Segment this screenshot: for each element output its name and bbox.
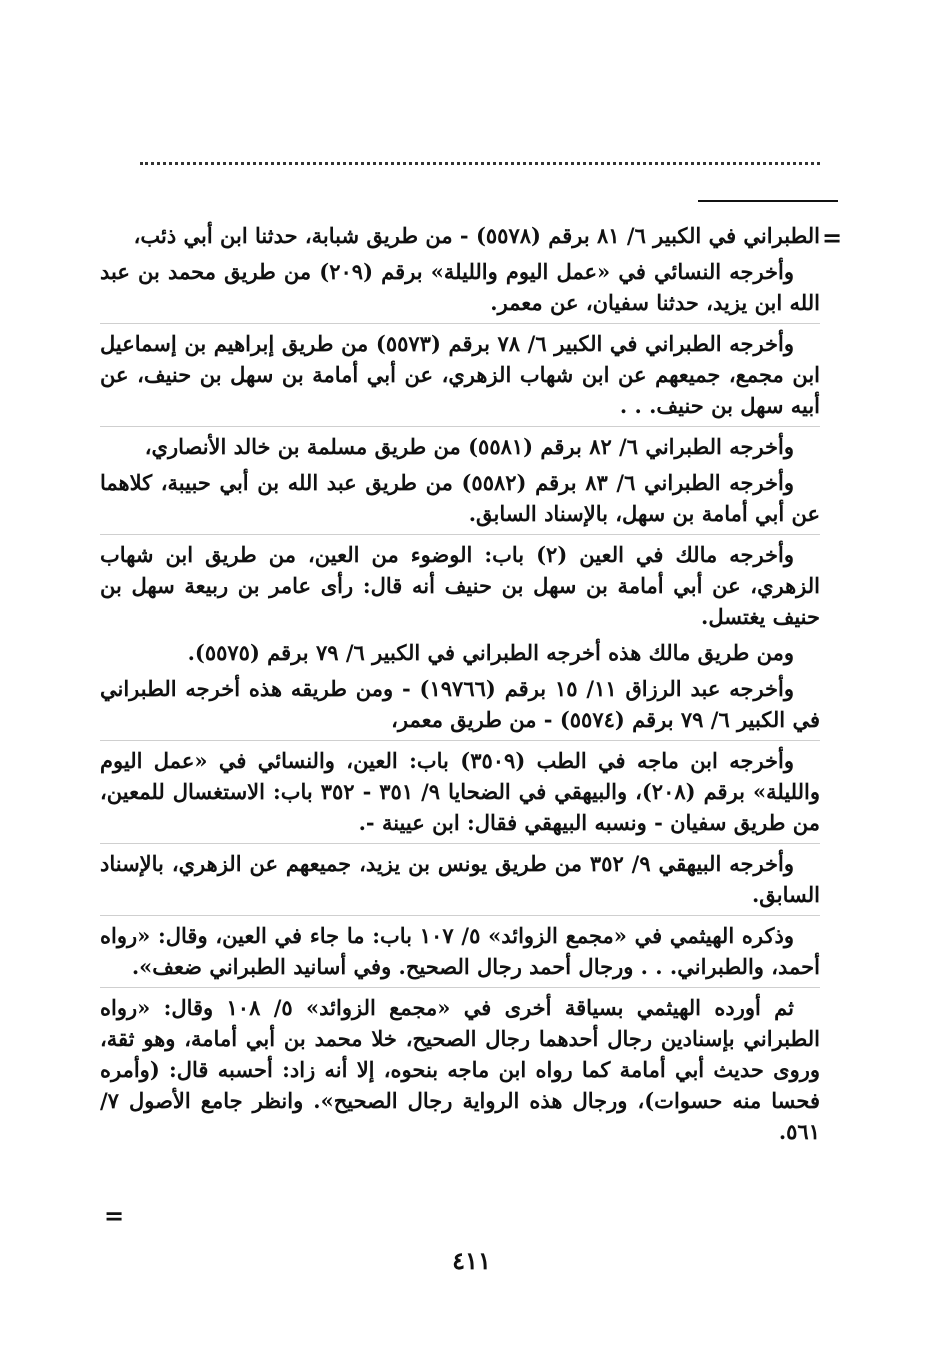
footnotes-text — [100, 220, 820, 1152]
note-paragraph: وأخرجه الطبراني ٦/ ٨٢ برقم (٥٥٨١) من طريق مسلمة بن خالد الأنصاري، — [100, 426, 820, 462]
note-paragraph: وأخرجه مالك في العين (٢) باب: الوضوء من العين، من طريق ابن شهاب الزهري، عن أبي أمامة بن سهل بن حنيف أنه قال: رأى عامر بن ربيعة سهل بن حنيف يغتسل. — [100, 534, 820, 632]
note-paragraph: وأخرجه الطبراني ٦/ ٨٣ برقم (٥٥٨٢) من طريق عبد الله بن أبي حبيبة، كلاهما عن أبي أمامة بن سهل، بالإسناد السابق. — [100, 470, 820, 526]
footnote-rule — [698, 200, 838, 202]
page-number: ٤١١ — [452, 1246, 491, 1275]
note-paragraph: ومن طريق مالك هذه أخرجه الطبراني في الكبير ٦/ ٧٩ برقم (٥٥٧٥). — [187, 640, 794, 665]
continuation-mark-top: = — [822, 223, 843, 252]
note-paragraph: وأخرجه النسائي في «عمل اليوم والليلة» برقم (٢٠٩) من طريق محمد بن عبد الله ابن يزيد، حدثنا سفيان، عن معمر. — [100, 259, 820, 315]
note-paragraph: وأخرجه عبد الرزاق ١١/ ١٥ برقم (١٩٧٦٦) - ومن طريقه هذه أخرجه الطبراني في الكبير ٦/ ٧٩ برقم (٥٥٧٤) - من طريق معمر، — [100, 676, 820, 732]
note-paragraph: وأخرجه البيهقي ٩/ ٣٥٢ من طريق يونس بن يزيد، جميعهم عن الزهري، بالإسناد السابق. — [100, 843, 820, 910]
note-paragraph: وأخرجه الطبراني في الكبير ٦/ ٧٨ برقم (٥٥٧٣) من طريق إبراهيم بن إسماعيل ابن مجمع، جميعهم عن ابن شهاب الزهري، عن أبي أمامة بن سهل بن حنيف، عن أبيه سهل بن حنيف. . . — [100, 323, 820, 421]
note-paragraph: الطبراني في الكبير ٦/ ٨١ برقم (٥٥٧٨) - من طريق شبابة، حدثنا ابن أبي ذئب، — [133, 223, 820, 248]
note-paragraph: وذكره الهيثمي في «مجمع الزوائد» ٥/ ١٠٧ باب: ما جاء في العين، وقال: «رواه أحمد، والطبراني. . . ورجال أحمد رجال الصحيح. وفي أسانيد الطبراني ضعف». — [100, 915, 820, 982]
note-paragraph: ثم أورده الهيثمي بسياقة أخرى في «مجمع الزوائد» ٥/ ١٠٨ وقال: «رواه الطبراني بإسنادين رجال أحدهما رجال الصحيح، خلا محمد بن أبي أمامة، وهو ثقة، وروى حديث أبي أمامة كما رواه ابن ماجه بنحوه، إلا أنه زاد: أحسبه قال: (وأمره فحسا منه حسوات)، ورجال هذه الرواية رجال الصحيح». وانظر جامع الأصول ٧/ ٥٦١. — [100, 987, 820, 1147]
continuation-mark-bottom: = — [104, 1201, 125, 1230]
dotted-separator — [140, 162, 820, 165]
note-paragraph: وأخرجه ابن ماجه في الطب (٣٥٠٩) باب: العين، والنسائي في «عمل اليوم والليلة» برقم (٢٠٨)، والبيهقي في الضحايا ٩/ ٣٥١ - ٣٥٢ باب: الاستغسال للمعين، من طريق سفيان - ونسبه البيهقي فقال: ابن عيينة -. — [100, 740, 820, 838]
